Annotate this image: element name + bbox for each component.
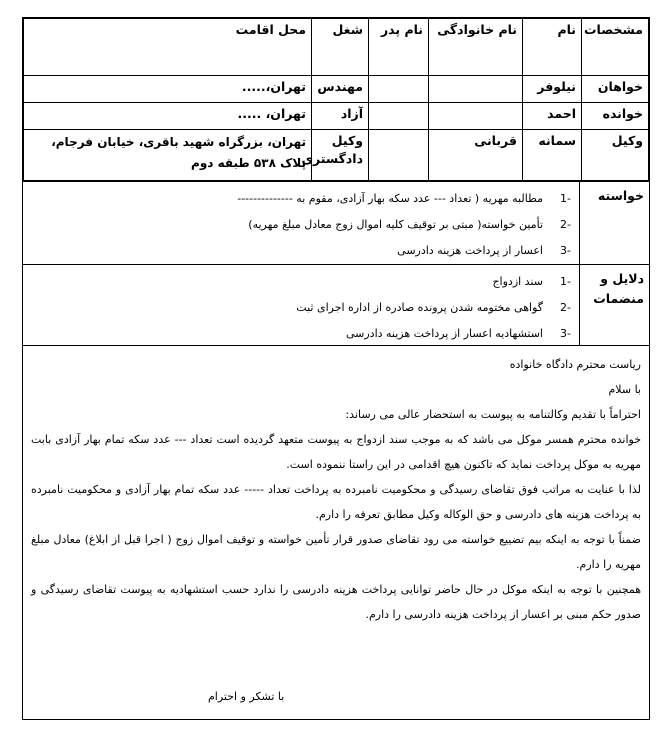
lawyer-father: [369, 130, 429, 181]
lawyer-address: تهران، بزرگراه شهید باقری، خیابان فرجام، پلاک ۵۳۸ طبقه دوم: [24, 130, 312, 181]
letter-greeting: با سلام: [608, 383, 641, 396]
letter-paragraph: خوانده محترم همسر موکل می باشد که به موجب سند ازدواج به پیوست متعهد گردیده است تعداد --- عدد سکه تمام بهار آزادی بابت مهریه به موکل پرداخت نماید که تاکنون هیچ اقدامی در این راستا ننموده است.: [31, 433, 641, 471]
plaintiff-job: مهندس: [312, 76, 369, 103]
letter-paragraph: لذا با عنایت به مراتب فوق تقاضای رسیدگی و محکومیت نامبرده به پرداخت تعداد ----- عدد سکه تمام بهار آزادی و محکومیت نامبرده به پرداخت هزینه های دادرسی و حق الوکاله وکیل مطابق تعرفه را دارم.: [31, 483, 641, 521]
list-item: -1 سند ازدواج: [23, 269, 571, 295]
lawyer-row: [24, 130, 649, 181]
plaintiff-row: [24, 76, 649, 103]
list-item: -1 مطالبه مهریه ( تعداد --- عدد سکه بهار آزادی، مقوم به --------------: [23, 186, 571, 212]
header-family: نام خانوادگی: [429, 19, 523, 76]
header-name: نام: [523, 19, 582, 76]
petition-form: [22, 17, 650, 720]
request-item-text: تأمین خواسته( مبتی بر توقیف کلیه اموال زوج معادل مبلغ مهریه): [248, 218, 543, 231]
lawyer-role: وکیل: [582, 130, 649, 181]
lawyer-job: وکیل دادگستری: [312, 130, 369, 181]
lawyer-family: قربانی: [429, 130, 523, 181]
letter-closing: با تشکر و احترام: [208, 690, 285, 703]
list-item: -2 گواهی مختومه شدن پرونده صادره از اداره اجرای ثبت: [23, 295, 571, 321]
parties-header-row: [24, 19, 649, 76]
list-item: -3 استشهادیه اعسار از پرداخت هزینه دادرسی: [23, 321, 571, 347]
defendant-father: [369, 103, 429, 130]
evidence-list: [23, 265, 579, 345]
plaintiff-role: خواهان: [582, 76, 649, 103]
defendant-row: [24, 103, 649, 130]
defendant-job: آزاد: [312, 103, 369, 130]
plaintiff-family: [429, 76, 523, 103]
header-father: نام پدر: [369, 19, 429, 76]
letter-paragraph: همچنین با توجه به اینکه موکل در حال حاضر توانایی پرداخت هزینه دادرسی را ندارد حسب استشهادیه به پیوست تقاضای رسیدگی و صدور حکم مبنی بر اعسار از پرداخت هزینه دادرسی را دارم.: [31, 583, 641, 621]
letter-addressee: ریاست محترم دادگاه خانواده: [509, 358, 641, 371]
defendant-name: احمد: [523, 103, 582, 130]
letter-paragraph: ضمناً با توجه به اینکه بیم تضییع خواسته می رود تقاضای صدور قرار تأمین خواسته و توقیف اموال زوج ( اجرا قبل از ابلاغ) معادل مبلغ مهریه را دارم.: [31, 533, 641, 571]
defendant-role: خوانده: [582, 103, 649, 130]
header-specs: مشخصات: [582, 19, 649, 76]
plaintiff-address: تهران،.....: [24, 76, 312, 103]
header-job: شغل: [312, 19, 369, 76]
plaintiff-name: نیلوفر: [523, 76, 582, 103]
request-item-text: مطالبه مهریه ( تعداد --- عدد سکه بهار آزادی، مقوم به --------------: [237, 192, 543, 205]
evidence-item-text: استشهادیه اعسار از پرداخت هزینه دادرسی: [345, 327, 543, 340]
defendant-address: تهران، .....: [24, 103, 312, 130]
requests-list: [23, 182, 579, 264]
header-address: محل اقامت: [24, 19, 312, 76]
requests-label: خواسته: [579, 182, 649, 264]
request-item-text: اعسار از پرداخت هزینه دادرسی: [397, 244, 543, 257]
requests-section: [23, 181, 649, 264]
list-item: -3 اعسار از پرداخت هزینه دادرسی: [23, 238, 571, 264]
list-item: -2 تأمین خواسته( مبتی بر توقیف کلیه اموال زوج معادل مبلغ مهریه): [23, 212, 571, 238]
evidence-label: دلایل و منضمات: [579, 265, 649, 345]
plaintiff-father: [369, 76, 429, 103]
evidence-section: [23, 264, 649, 345]
lawyer-name: سمانه: [523, 130, 582, 181]
parties-table: [23, 18, 649, 181]
letter-body: [23, 345, 649, 627]
letter-paragraph: احتراماً با تقدیم وکالتنامه به پیوست به استحضار عالی می رساند:: [345, 408, 641, 421]
defendant-family: [429, 103, 523, 130]
evidence-item-text: سند ازدواج: [492, 275, 543, 288]
evidence-item-text: گواهی مختومه شدن پرونده صادره از اداره اجرای ثبت: [296, 301, 543, 314]
